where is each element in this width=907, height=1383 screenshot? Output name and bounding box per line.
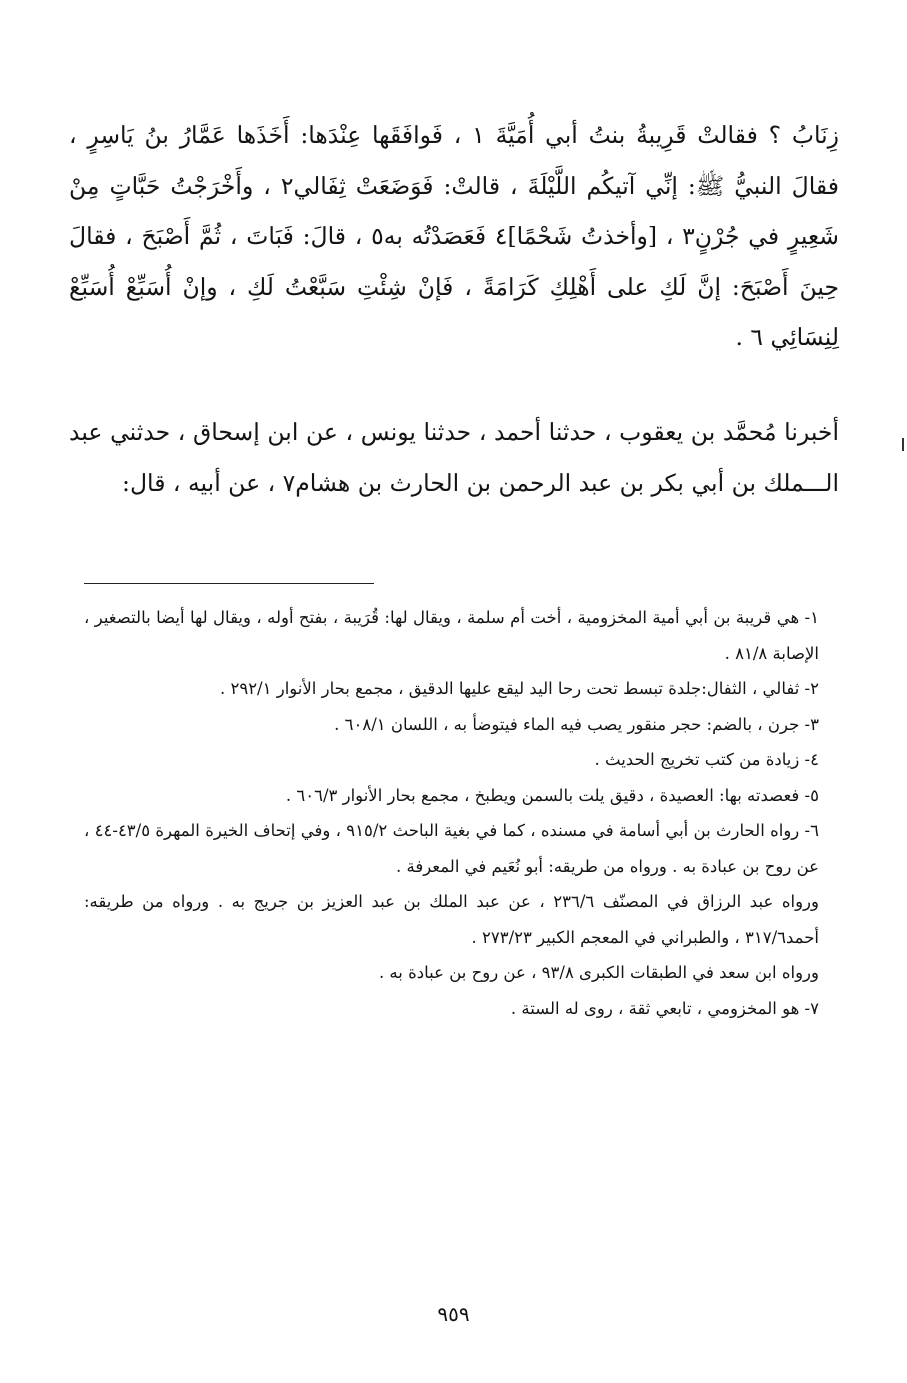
footnote-separator xyxy=(84,583,374,584)
footnote-1: ١- هي قريبة بن أبي أمية المخزومية ، أخت أم سلمة ، ويقال لها: قُرَيبة ، بفتح أوله ، ويقال لها أيضا بالتصغير ، الإصابة ٨١/٨ . xyxy=(84,608,819,663)
margin-mark xyxy=(902,438,904,451)
footnote-6-continued-a: ورواه عبد الرزاق في المصنّف ٢٣٦/٦ ، عن عبد الملك بن عبد العزيز بن جريج به . ورواه من طريقه: أحمد٣١٧/٦ ، والطبراني في المعجم الكبير ٢٧٣/٢٣ . xyxy=(84,892,819,947)
main-text-paragraph-2: أخبرنا مُحمَّد بن يعقوب ، حدثنا أحمد ، حدثنا يونس ، عن ابن إسحاق ، حدثني عبد الـــملك بن أبي بكر بن عبد الرحمن بن الحارث بن هشام٧ ، عن أبيه ، قال: xyxy=(69,418,839,497)
footnote-5: ٥- فعصدته بها: العصيدة ، دقيق يلت بالسمن ويطبخ ، مجمع بحار الأنوار ٦٠٦/٣ . xyxy=(285,785,819,805)
footnote-3: ٣- جرن ، بالضم: حجر منقور يصب فيه الماء فيتوضأ به ، اللسان ٦٠٨/١ . xyxy=(334,714,819,734)
footnote-2: ٢- ثفالي ، الثفال:جلدة تبسط تحت رحا اليد ليقع عليها الدقيق ، مجمع بحار الأنوار ٢٩٢/١ . xyxy=(219,679,819,698)
page-number: ٩٥٩ xyxy=(437,1302,470,1326)
footnote-4: ٤- زيادة من كتب تخريج الحديث . xyxy=(594,750,819,769)
footnote-6: ٦- رواه الحارث بن أبي أسامة في مسنده ، كما في بغية الباحث ٩١٥/٢ ، وفي إتحاف الخيرة المهرة ٤٣/٥-٤٤ ، عن روح بن عبادة به . ورواه من طريقه: أبو نُعَيم في المعرفة . xyxy=(84,821,820,876)
footnotes-list xyxy=(84,600,819,1026)
footnote-7: ٧- هو المخزومي ، تابعي ثقة ، روى له الستة . xyxy=(510,998,819,1018)
footnote-6-continued-b: ورواه ابن سعد في الطبقات الكبرى ٩٣/٨ ، عن روح بن عبادة به . xyxy=(378,963,819,982)
main-text-paragraph-1: زِنَابُ ؟ فقالتْ قَرِيبةُ بنتُ أبي أُمَيَّةَ ١ ، فَوافَقَها عِنْدَها: أَخَذَها عَمَّارُ بنُ يَاسِرٍ ، فقالَ النبيُّ ﷺ: إنِّي آتيكُم اللَّيْلَةَ ، قالتْ: فَوَضَعَتْ ثِفَالي٢ ، وأَخْرَجْتُ حَبَّاتٍ مِنْ شَعِيرٍ في جُرْنٍ٣ ، [وأخذتُ شَحْمًا]٤ فَعَصَدْتُه به٥ ، قالَ: فَبَاتَ ، ثُمَّ أَصْبَحَ ، فقالَ حِينَ أَصْبَحَ: إنَّ لَكِ على أَهْلِكِ كَرَامَةً ، فَإنْ شِئْتِ سَبَّعْتُ لَكِ ، وإنْ أُسَبِّعْ أُسَبِّعْ لِنِسَائِي ٦ . xyxy=(69,121,839,351)
